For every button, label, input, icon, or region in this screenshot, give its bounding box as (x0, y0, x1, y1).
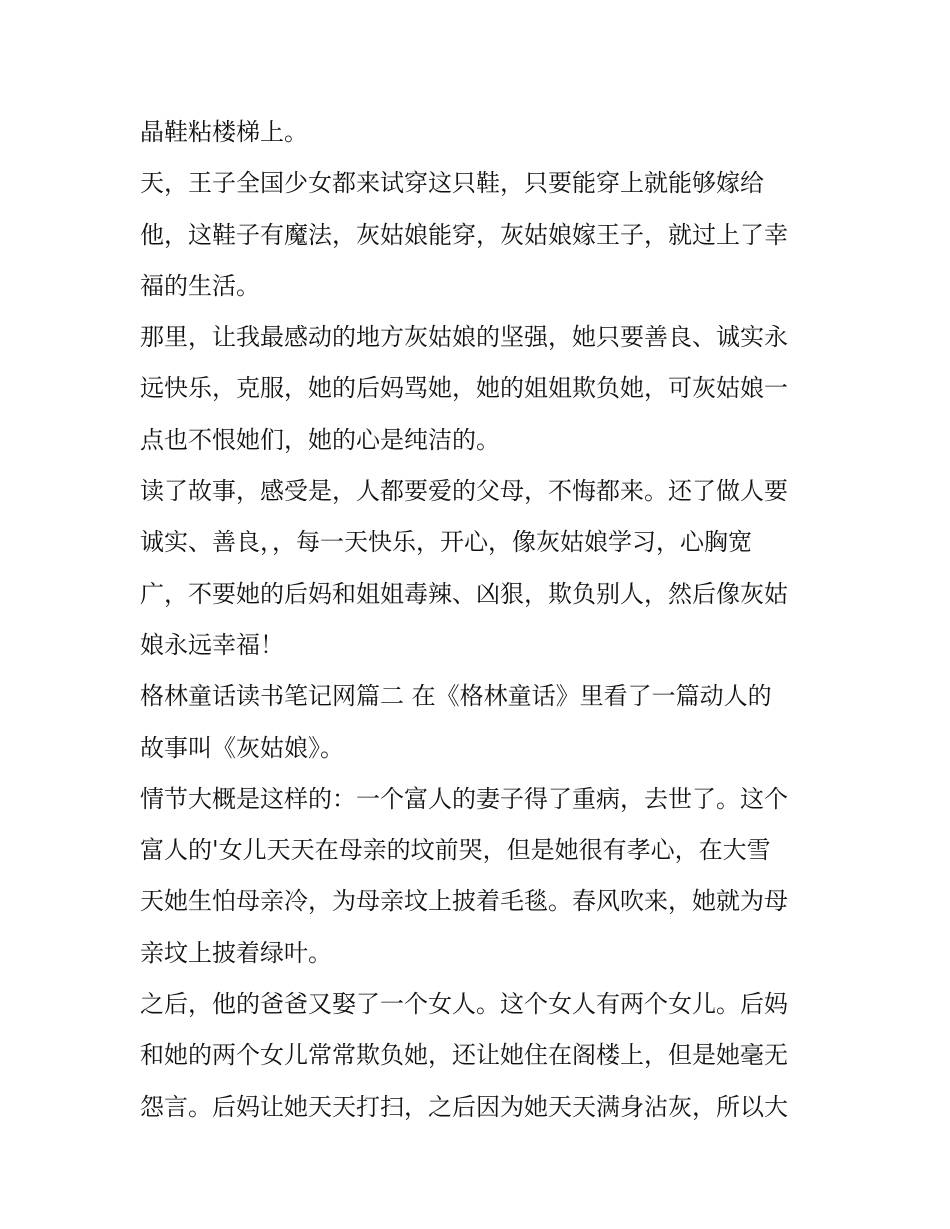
text-line: 格林童话读书笔记网篇二 在《格林童话》里看了一篇动人的 (140, 682, 772, 711)
text-line: 娘永远幸福！ (140, 630, 284, 659)
text-line: 怨言。后妈让她天天打扫，之后因为她天天满身沾灰，所以大 (140, 1092, 788, 1121)
text-line: 富人的'女儿天天在母亲的坟前哭，但是她很有孝心，在大雪 (140, 836, 771, 865)
text-line: 故事叫《灰姑娘》。 (140, 733, 344, 762)
text-line: 和她的两个女儿常常欺负她，还让她住在阁楼上，但是她毫无 (140, 1041, 788, 1070)
text-line: 远快乐，克服，她的后妈骂她，她的姐姐欺负她，可灰姑娘一 (140, 374, 788, 403)
text-line: 情节大概是这样的：一个富人的妻子得了重病，去世了。这个 (140, 784, 788, 813)
paragraph-2 (140, 158, 820, 312)
paragraph-3 (140, 312, 820, 466)
text-line: 他，这鞋子有魔法，灰姑娘能穿，灰姑娘嫁王子，就过上了幸 (140, 220, 788, 249)
paragraph-1 (140, 107, 820, 158)
paragraph-7 (140, 979, 820, 1133)
text-line: 那里，让我最感动的地方灰姑娘的坚强，她只要善良、诚实永 (140, 323, 788, 352)
text-line: 晶鞋粘楼梯上。 (140, 118, 308, 146)
text-line: 读了故事，感受是，人都要爱的父母，不悔都来。还了做人要 (140, 477, 788, 506)
document-body (140, 107, 820, 1133)
text-line: 点也不恨她们，她的心是纯洁的。 (140, 425, 500, 454)
paragraph-5 (140, 671, 820, 774)
text-line: 诚实、善良，，每一天快乐，开心，像灰姑娘学习，心胸宽 (140, 528, 752, 557)
text-line: 福的生活。 (140, 271, 260, 300)
text-line: 广，不要她的后妈和姐姐毒辣、凶狠，欺负别人，然后像灰姑 (140, 579, 788, 608)
paragraph-4 (140, 466, 820, 671)
text-line: 亲坟上披着绿叶。 (140, 938, 332, 967)
paragraph-6 (140, 774, 820, 979)
text-line: 之后，他的爸爸又娶了一个女人。这个女人有两个女儿。后妈 (140, 990, 788, 1019)
text-line: 天她生怕母亲冷，为母亲坟上披着毛毯。春风吹来，她就为母 (140, 887, 788, 916)
text-line: 天，王子全国少女都来试穿这只鞋，只要能穿上就能够嫁给 (140, 169, 764, 198)
